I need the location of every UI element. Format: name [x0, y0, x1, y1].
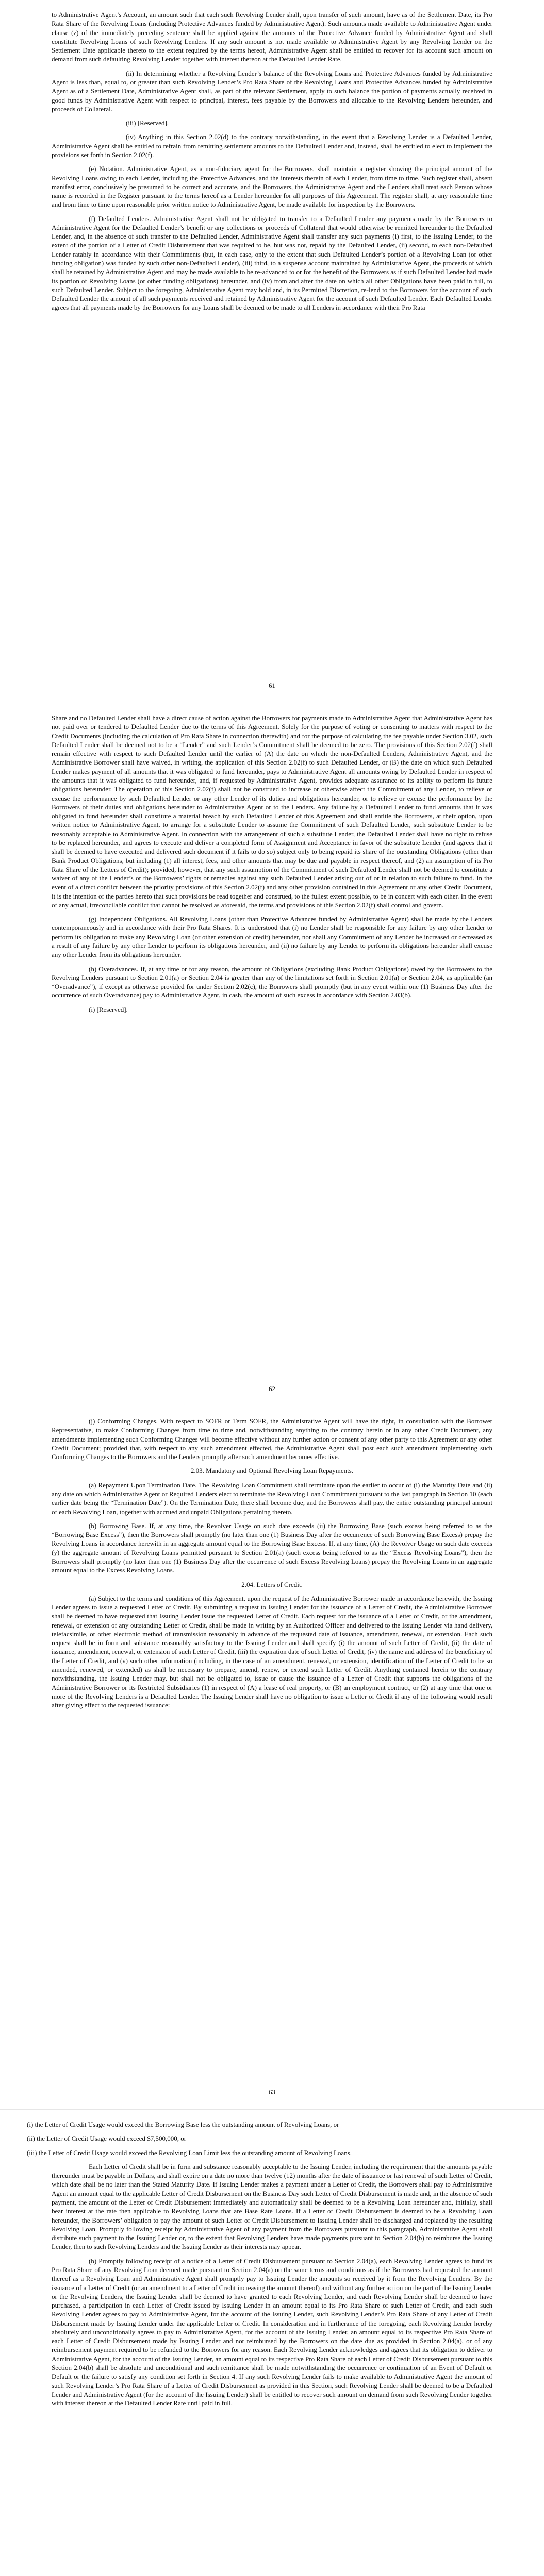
paragraph: (ii) In determining whether a Revolving Lender’s balance of the Revolving Loans and Protective Advances funded by Administrative Agent is less than, equal to, or greater than such Revolving Lender’s Pro Rata Share of the Revolving Loans and Protective Advances funded by Administrative Agent as of a Settlement Date, Administrative Agent shall, as part of the relevant Settlement, apply to such balance the portion of payments actually received in good funds by Administrative Agent with respect to principal, interest, fees payable by the Borrowers and allocable to the Revolving Lenders hereunder, and proceeds of Collateral. [52, 69, 492, 113]
page-number: 62 [269, 1385, 275, 1393]
paragraph: (h) Overadvances. If, at any time or for any reason, the amount of Obligations (excluding Bank Product Obligations) owed by the Borrowers to the Revolving Lenders pursuant to Section 2.01(a) or Section 2.04 is greater than any of the limitations set forth in Section 2.01(a) or Section 2.04, as applicable (an “Overadvance”), if except as otherwise provided for under Section 2.02(c), the Borrowers shall promptly (but in any event within one (1) Business Day after the occurrence of such Overadvance) pay to Administrative Agent, in cash, the amount of such excess in accordance with Section 2.03(b). [52, 964, 492, 999]
paragraph: Each Letter of Credit shall be in form and substance reasonably acceptable to the Issuing Lender, including the requirement that the amounts payable thereunder must be payable in Dollars, and shall expire on a date no more than twelve (12) months after the date of issuance or last renewal of such Letter of Credit, which date shall be no later than the Stated Maturity Date. If Issuing Lender makes a payment under a Letter of Credit, the Borrowers shall pay to Administrative Agent an amount equal to the applicable Letter of Credit Disbursement on the Business Day such Letter of Credit Disbursement is made and, in the absence of such payment, the amount of the Letter of Credit Disbursement immediately and automatically shall be deemed to be a Revolving Loan hereunder and, initially, shall bear interest at the rate then applicable to Revolving Loans that are Base Rate Loans. If a Letter of Credit Disbursement is deemed to be a Revolving Loan hereunder, the Borrowers’ obligation to pay the amount of such Letter of Credit Disbursement to Issuing Lender shall be discharged and replaced by the resulting Revolving Loan. Promptly following receipt by Administrative Agent of any payment from the Borrowers pursuant to this paragraph, Administrative Agent shall distribute such payment to the Issuing Lender or, to the extent that Revolving Lenders have made payments pursuant to Section 2.04(b) to reimburse the Issuing Lender, then to such Revolving Lenders and the Issuing Lender as their interests may appear. [52, 2162, 492, 2251]
document-page-62 [0, 703, 544, 1406]
paragraph: to Administrative Agent’s Account, an amount such that each such Revolving Lender shall, upon transfer of such amount, have as of the Settlement Date, its Pro Rata Share of the Revolving Loans (including Protective Advances funded by Administrative Agent). Such amounts made available to Administrative Agent under clause (z) of the immediately preceding sentence shall be applied against the amounts of the Protective Advance funded by Administrative Agent and shall constitute Revolving Loans of such Revolving Lenders. If any such amount is not made available to Administrative Agent by any Revolving Lender on the Settlement Date applicable thereto to the extent required by the terms hereof, Administrative Agent shall be entitled to recover for its account such amount on demand from such defaulting Revolving Lender together with interest thereon at the Defaulted Lender Rate. [52, 11, 492, 63]
paragraph: Share and no Defaulted Lender shall have a direct cause of action against the Borrowers for payments made to Administrative Agent that Administrative Agent has not paid over or tendered to Defaulted Lender due to the terms of this Agreement. Solely for the purpose of voting or consenting to matters with respect to the Credit Documents (including the calculation of Pro Rata Share in connection therewith) and for the purpose of calculating the fee payable under Section 3.02, such Defaulted Lender shall be deemed not to be a “Lender” and such Lender’s Commitment shall be deemed to be zero. The provisions of this Section 2.02(f) shall remain effective with respect to such Defaulted Lender until the earlier of (A) the date on which the non-Defaulted Lenders, Administrative Agent, and the Administrative Borrower shall have waived, in writing, the application of this Section 2.02(f) to such Defaulted Lender, or (B) the date on which such Defaulted Lender makes payment of all amounts that it was obligated to fund hereunder, pays to Administrative Agent all amounts owing by Defaulted Lender in respect of the amounts that it was obligated to fund hereunder, and, if requested by Administrative Agent, provides adequate assurance of its ability to perform its future obligations hereunder. The operation of this Section 2.02(f) shall not be construed to increase or otherwise affect the Commitment of any Lender, to relieve or excuse the performance by such Defaulted Lender or any other Lender of its duties and obligations hereunder, or to relieve or excuse the performance by the Borrowers of their duties and obligations hereunder to Administrative Agent or to the Lenders. Any failure by a Defaulted Lender to fund amounts that it was obligated to fund hereunder shall constitute a material breach by such Defaulted Lender of this Agreement and shall entitle the Borrowers, at their option, upon written notice to Administrative Agent, to arrange for a substitute Lender to assume the Commitment of such Defaulted Lender, such substitute Lender to be reasonably acceptable to Administrative Agent. In connection with the arrangement of such a substitute Lender, the Defaulted Lender shall have no right to refuse to be replaced hereunder, and agrees to execute and deliver a completed form of Assignment and Acceptance in favor of the substitute Lender (and agrees that it shall be deemed to have executed and delivered such document if it fails to do so) subject only to being repaid its share of the outstanding Obligations (other than Bank Product Obligations, but including (1) all interest, fees, and other amounts that may be due and payable in respect thereof, and (2) an assumption of its Pro Rata Share of the Letters of Credit); provided, however, that any such assumption of the Commitment of such Defaulted Lender shall not be deemed to constitute a waiver of any of the Lender’s or the Borrowers’ rights or remedies against any such Defaulted Lender arising out of or in relation to such failure to fund. In the event of a direct conflict between the priority provisions of this Section 2.02(f) and any other provision contained in this Agreement or any other Credit Document, it is the intention of the parties hereto that such provisions be read together and construed, to the fullest extent possible, to be in concert with each other. In the event of any actual, irreconcilable conflict that cannot be resolved as aforesaid, the terms and provisions of this Section 2.02(f) shall control and govern. [52, 714, 492, 909]
paragraph: (a) Subject to the terms and conditions of this Agreement, upon the request of the Administrative Borrower made in accordance herewith, the Issuing Lender agrees to issue a requested Letter of Credit. By submitting a request to Issuing Lender for the issuance of a Letter of Credit, the Administrative Borrower shall be deemed to have requested that Issuing Lender issue the requested Letter of Credit. Each request for the issuance of a Letter of Credit, or the amendment, renewal, or extension of any outstanding Letter of Credit, shall be made in writing by an Authorized Officer and delivered to the Issuing Lender via hand delivery, telefacsimile, or other electronic method of transmission reasonably in advance of the requested date of issuance, amendment, renewal, or extension. Each such request shall be in form and substance reasonably satisfactory to the Issuing Lender and shall specify (i) the amount of such Letter of Credit, (ii) the date of issuance, amendment, renewal, or extension of such Letter of Credit, (iii) the expiration date of such Letter of Credit, (iv) the name and address of the beneficiary of the Letter of Credit, and (v) such other information (including, in the case of an amendment, renewal, or extension, identification of the Letter of Credit to be so amended, renewed, or extended) as shall be necessary to prepare, amend, renew, or extend such Letter of Credit. Anything contained herein to the contrary notwithstanding, the Issuing Lender may, but shall not be obligated to, issue or cause the issuance of a Letter of Credit that supports the obligations of the Administrative Borrower or its Restricted Subsidiaries (1) in respect of (A) a lease of real property, or (B) an employment contract, or (2) at any time that one or more of the Revolving Lenders is a Defaulted Lender. The Issuing Lender shall have no obligation to issue a Letter of Credit if any of the following would result after giving effect to the requested issuance: [52, 1594, 492, 1709]
list-item: (ii) the Letter of Credit Usage would exceed $7,500,000, or [27, 2134, 187, 2143]
paragraph: (j) Conforming Changes. With respect to SOFR or Term SOFR, the Administrative Agent will have the right, in consultation with the Borrower Representative, to make Conforming Changes from time to time and, notwithstanding anything to the contrary herein or in any other Credit Document, any amendments implementing such Conforming Changes will become effective without any further action or consent of any other party to this Agreement or any other Credit Document; provided that, with respect to any such amendment effected, the Administrative Agent shall post each such amendment implementing such Conforming Changes to the Borrowers and the Lenders promptly after such amendment becomes effective. [52, 1417, 492, 1461]
list-item: (i) the Letter of Credit Usage would exceed the Borrowing Base less the outstanding amount of Revolving Loans, or [27, 2121, 339, 2128]
document-page-61 [0, 0, 544, 703]
list-item: (iii) the Letter of Credit Usage would exceed the Revolving Loan Limit less the outstanding amount of Revolving Loans. [27, 2148, 352, 2157]
paragraph: (iii) [Reserved]. [126, 119, 169, 127]
paragraph: (a) Repayment Upon Termination Date. The Revolving Loan Commitment shall terminate upon the earlier to occur of (i) the Maturity Date and (ii) any date on which Administrative Agent or Required Lenders elect to terminate the Revolving Loan Commitment pursuant to the last paragraph in Section 10 (each earlier date being the “Termination Date”). On the Termination Date, there shall become due, and the Borrowers shall pay, the entire outstanding principal amount of each Revolving Loan, together with accrued and unpaid Obligations pertaining thereto. [52, 1481, 492, 1516]
paragraph: (iv) Anything in this Section 2.02(d) to the contrary notwithstanding, in the event that a Revolving Lender is a Defaulted Lender, Administrative Agent shall be entitled to refrain from remitting settlement amounts to the Defaulted Lender and, instead, shall be entitled to elect to implement the provisions set forth in Section 2.02(f). [52, 133, 492, 159]
paragraph: (b) Promptly following receipt of a notice of a Letter of Credit Disbursement pursuant to Section 2.04(a), each Revolving Lender agrees to fund its Pro Rata Share of any Revolving Loan deemed made pursuant to Section 2.04(a) on the same terms and conditions as if the Borrowers had requested the amount thereof as a Revolving Loan and Administrative Agent shall promptly pay to Issuing Lender the amounts so received by it from the Revolving Lenders. By the issuance of a Letter of Credit (or an amendment to a Letter of Credit increasing the amount thereof) and without any further action on the part of the Issuing Lender or the Revolving Lenders, the Issuing Lender shall be deemed to have granted to each Revolving Lender, and each Revolving Lender shall be deemed to have purchased, a participation in each Letter of Credit issued by Issuing Lender in an amount equal to its Pro Rata Share of such Letter of Credit, and each such Revolving Lender agrees to pay to Administrative Agent, for the account of the Issuing Lender, such Revolving Lender’s Pro Rata Share of any Letter of Credit Disbursement made by Issuing Lender under the applicable Letter of Credit. In consideration and in furtherance of the foregoing, each Revolving Lender hereby absolutely and unconditionally agrees to pay to Administrative Agent, for the account of the Issuing Lender, an amount equal to its respective Pro Rata Share of each Letter of Credit Disbursement made by Issuing Lender and not reimbursed by the Borrowers on the date due as provided in Section 2.04(a), or of any reimbursement payment required to be refunded to the Borrowers for any reason. Each Revolving Lender acknowledges and agrees that its obligation to deliver to Administrative Agent, for the account of the Issuing Lender, an amount equal to its respective Pro Rata Share of each Letter of Credit Disbursement pursuant to this Section 2.04(b) shall be absolute and unconditional and such remittance shall be made notwithstanding the occurrence or continuation of an Event of Default or Default or the failure to satisfy any condition set forth in Section 4. If any such Revolving Lender fails to make available to Administrative Agent the amount of such Revolving Lender’s Pro Rata Share of a Letter of Credit Disbursement as provided in this Section, such Revolving Lender shall be deemed to be a Defaulted Lender and Administrative Agent (for the account of the Issuing Lender) shall be entitled to recover such amount on demand from such Revolving Lender together with interest thereon at the Defaulted Lender Rate until paid in full. [52, 2257, 492, 2408]
paragraph: (g) Independent Obligations. All Revolving Loans (other than Protective Advances funded by Administrative Agent) shall be made by the Lenders contemporaneously and in accordance with their Pro Rata Shares. It is understood that (i) no Lender shall be responsible for any failure by any other Lender to perform its obligation to make any Revolving Loan (or other extension of credit) hereunder, nor shall any Commitment of any Lender be increased or decreased as a result of any failure by any other Lender to perform its obligations hereunder, and (ii) no failure by any Lender to perform its obligations hereunder shall excuse any other Lender from its obligations hereunder. [52, 915, 492, 959]
page-number: 61 [269, 682, 275, 689]
page-body [52, 1417, 492, 1715]
paragraph: (f) Defaulted Lenders. Administrative Agent shall not be obligated to transfer to a Defaulted Lender any payments made by the Borrowers to Administrative Agent for the Defaulted Lender’s benefit or any collections or proceeds of Collateral that would otherwise be remitted hereunder to the Defaulted Lender, and, in the absence of such transfer to the Defaulted Lender, Administrative Agent shall transfer any such payments (i) first, to the Issuing Lender, to the extent of the portion of a Letter of Credit Disbursement that was required to be, but was not, repaid by the Defaulted Lender, (ii) second, to each non-Defaulted Lender ratably in accordance with their Commitments (but, in each case, only to the extent that such Defaulted Lender’s portion of a Revolving Loan (or other funding obligation) was funded by such other non-Defaulted Lender), (iii) third, to a suspense account maintained by Administrative Agent, the proceeds of which shall be retained by Administrative Agent and may be made available to be re-advanced to or for the benefit of the Borrowers as if such Defaulted Lender had made its portion of Revolving Loans (or other funding obligations) hereunder, and (iv) from and after the date on which all other Obligations have been paid in full, to such Defaulted Lender. Subject to the foregoing, Administrative Agent may hold and, in its Permitted Discretion, re-lend to the Borrowers for the account of such Defaulted Lender the amount of all such payments received and retained by Administrative Agent for the account of such Defaulted Lender. Each Defaulted Lender agrees that all payments made by the Borrowers for any Loans shall be deemed to be made to all Lenders in accordance with their Pro Rata [52, 214, 492, 312]
page-body [52, 10, 492, 317]
document-page-63 [0, 1406, 544, 2110]
paragraph: (b) Borrowing Base. If, at any time, the Revolver Usage on such date exceeds (ii) the Borrowing Base (such excess being referred to as the “Borrowing Base Excess”), then the Borrowers shall promptly (no later than one (1) Business Day after the occurrence of such Borrowing Base Excess) prepay the Revolving Loans in accordance herewith in an aggregate amount equal to the Borrowing Base Excess. If, at any time, (A) the Revolver Usage on such date exceeds (y) the aggregate amount of Revolving Loans permitted pursuant to Section 2.01(a) (such excess being referred to as the “Excess Revolving Loans”), then the Borrowers shall promptly (no later than one (1) Business Day after the occurrence of such Excess Revolving Loans) prepay the Revolving Loans in an aggregate amount equal to the Excess Revolving Loans. [52, 1521, 492, 1574]
page-body [52, 714, 492, 1019]
page-number: 63 [269, 2088, 275, 2096]
paragraph: (e) Notation. Administrative Agent, as a non-fiduciary agent for the Borrowers, shall maintain a register showing the principal amount of the Revolving Loans owing to each Lender, including the Protective Advances, and the interests therein of each Lender, from time to time. Such register shall, absent manifest error, conclusively be presumed to be correct and accurate, and the Borrowers, the Administrative Agent and the Lenders shall treat each Person whose name is recorded in the Register pursuant to the terms hereof as a Lender hereunder for all purposes of this Agreement. The register shall, at any reasonable time and from time to time upon reasonable prior written notice to Administrative Agent, be made available for inspection by the Borrowers. [52, 165, 492, 209]
section-heading: 2.03. Mandatory and Optional Revolving Loan Repayments. [190, 1467, 354, 1475]
section-heading: 2.04. Letters of Credit. [241, 1580, 303, 1588]
document-page-64 [0, 2110, 544, 2576]
paragraph: (i) [Reserved]. [89, 1005, 128, 1013]
page-body [27, 2120, 492, 2413]
